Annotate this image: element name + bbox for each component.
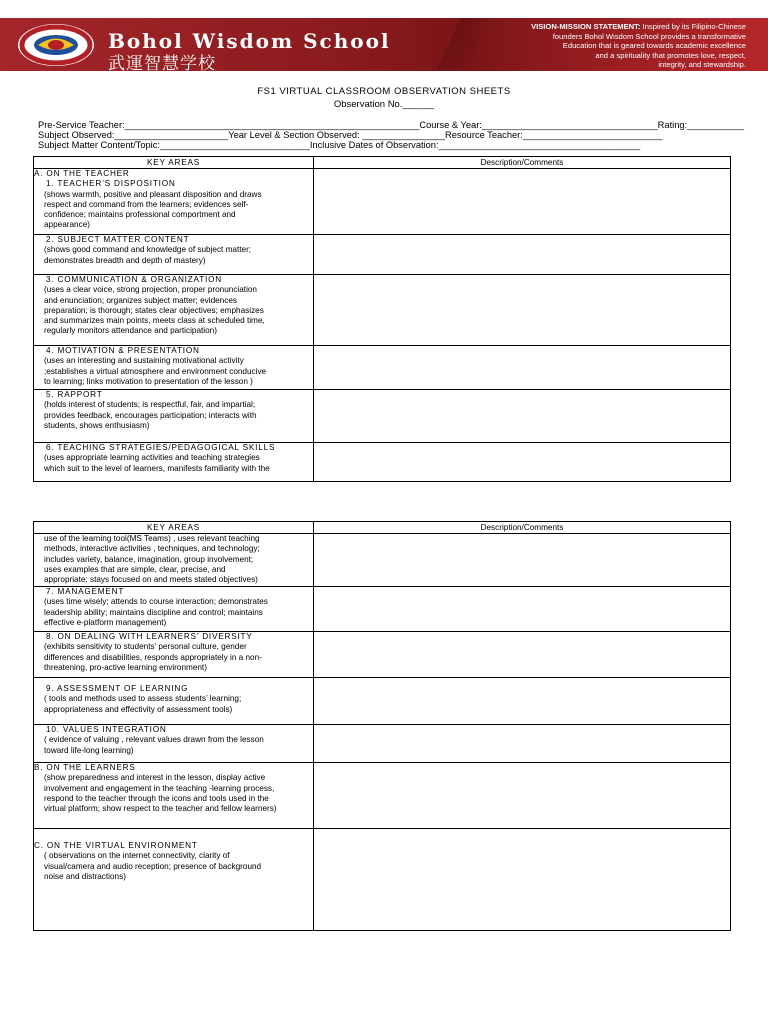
item-criteria: ( observations on the internet connectivity, clarity of [44, 851, 230, 861]
item-criteria: respond to the teacher through the icons and tools used in the [44, 793, 269, 803]
item-criteria: effective e-platform management) [44, 617, 167, 627]
observation-number: Observation No.______ [333, 99, 435, 110]
description-header: Description/Comments [314, 522, 731, 534]
item-heading: 3. COMMUNICATION & ORGANIZATION [46, 275, 222, 284]
item-criteria: ;establishes a virtual atmosphere and environment conducive [44, 366, 267, 376]
school-name: Bohol Wisdom School [108, 29, 391, 53]
item-criteria: use of the learning tool(MS Teams) , uses relevant teaching [44, 534, 260, 543]
comment-cell[interactable] [314, 632, 731, 678]
info-field-line: Subject Matter Content/Topic:_____________________________Inclusive Dates of Observation:_______________________________________ [38, 140, 641, 150]
item-criteria: includes variety, balance, imagination, group involvement; [44, 554, 254, 564]
item-criteria: visual/camera and audio reception; presence of background [44, 861, 262, 871]
key-area-cell [34, 346, 314, 390]
school-name-chinese: 武運智慧学校 [108, 54, 216, 74]
item-criteria: (uses time wisely; attends to course interaction; demonstrates [44, 597, 268, 607]
key-area-cell [34, 235, 314, 275]
key-area-cell [34, 443, 314, 482]
item-criteria: appropriateness and effectivity of assessment tools) [44, 704, 233, 714]
item-heading: 2. SUBJECT MATTER CONTENT [46, 235, 190, 244]
item-criteria: to learning; links motivation to presentation of the lesson ) [44, 376, 253, 386]
item-criteria: provides feedback, encourages participation; interacts with [44, 410, 257, 420]
comment-cell[interactable] [314, 275, 731, 346]
item-criteria: ( tools and methods used to assess students’ learning; [44, 694, 242, 704]
item-criteria: (uses an interesting and sustaining motivational activity [44, 356, 244, 366]
school-logo [16, 22, 96, 68]
vm-line: integrity, and stewardship. [658, 60, 746, 70]
key-area-cell [34, 390, 314, 443]
key-area-cell [34, 678, 314, 725]
school-banner [0, 18, 768, 74]
item-criteria: (exhibits sensitivity to students’ personal culture, gender [44, 642, 247, 652]
item-criteria: and summarizes main points, meets class at scheduled time, [44, 316, 265, 326]
vision-mission-label: VISION-MISSION STATEMENT: [531, 22, 641, 31]
item-criteria: demonstrates breadth and depth of mastery) [44, 255, 206, 265]
key-areas-header: KEY AREAS [34, 522, 314, 534]
item-criteria: ( evidence of valuing , relevant values drawn from the lesson [44, 735, 264, 745]
comment-cell[interactable] [314, 443, 731, 482]
comment-cell[interactable] [314, 587, 731, 632]
comment-cell[interactable] [314, 169, 731, 235]
key-area-cell [34, 632, 314, 678]
item-heading: 10. VALUES INTEGRATION [46, 725, 167, 734]
item-criteria: students, shows enthusiasm) [44, 420, 150, 430]
comment-cell[interactable] [314, 534, 731, 587]
item-criteria: preparation; is thorough; states clear objectives; emphasizes [44, 305, 264, 315]
vm-line: founders Bohol Wisdom School provides a transformative [552, 31, 746, 41]
item-criteria: leadership ability; maintains discipline and control; maintains [44, 607, 263, 617]
item-criteria: (uses a clear voice, strong projection, proper pronunciation [44, 285, 257, 295]
key-area-cell [34, 829, 314, 931]
observation-table-page2 [33, 521, 731, 931]
description-header: Description/Comments [314, 157, 731, 169]
vision-mission-statement [456, 22, 746, 70]
info-field-line: Subject Observed:______________________Year Level & Section Observed: ________________Resource Teacher:___________________________ [38, 130, 663, 140]
item-heading: 5. RAPPORT [46, 390, 103, 399]
comment-cell[interactable] [314, 678, 731, 725]
item-criteria: which suit to the level of learners, manifests familiarity with the [44, 463, 270, 473]
item-criteria: appropriate; stays focused on and meets stated objectives) [44, 575, 258, 585]
comment-cell[interactable] [314, 346, 731, 390]
item-criteria: involvement and engagement in the teaching -learning process, [44, 783, 275, 793]
comment-cell[interactable] [314, 235, 731, 275]
key-area-cell [34, 763, 314, 829]
comment-cell[interactable] [314, 829, 731, 931]
item-criteria: uses examples that are simple, clear, precise, and [44, 564, 226, 574]
item-criteria: appearance) [44, 220, 90, 230]
item-criteria: (holds interest of students; is respectful, fair, and impartial; [44, 400, 256, 410]
key-area-cell [34, 534, 314, 587]
info-field-line: Pre-Service Teacher:_________________________________________________________Course & Year:__________________________________Rating:___________ [38, 120, 745, 130]
comment-cell[interactable] [314, 763, 731, 829]
section-heading: C. ON THE VIRTUAL ENVIRONMENT [34, 841, 198, 850]
item-heading: 8. ON DEALING WITH LEARNERS’ DIVERSITY [46, 632, 253, 641]
item-criteria: confidence; maintains professional comportment and [44, 210, 236, 220]
key-areas-header: KEY AREAS [34, 157, 314, 169]
item-criteria: noise and distractions) [44, 871, 126, 881]
item-criteria: and enunciation; organizes subject matter; evidences [44, 295, 237, 305]
item-criteria: respect and command from the learners; evidences self- [44, 199, 249, 209]
item-criteria: threatening, pro-active learning environment) [44, 662, 207, 672]
comment-cell[interactable] [314, 725, 731, 763]
vm-line: Inspired by its Filipino-Chinese [640, 22, 746, 31]
key-area-cell [34, 169, 314, 235]
key-area-cell [34, 725, 314, 763]
vm-line: Education that is geared towards academic excellence [562, 41, 746, 51]
item-heading: 1. TEACHER’S DISPOSITION [46, 179, 176, 189]
item-criteria: toward life-long learning) [44, 745, 134, 755]
item-heading: 4. MOTIVATION & PRESENTATION [46, 346, 200, 355]
key-area-cell [34, 275, 314, 346]
item-heading: 7. MANAGEMENT [46, 587, 125, 596]
item-criteria: (shows good command and knowledge of subject matter; [44, 245, 252, 255]
item-criteria: virtual platform; show respect to the teacher and fellow learners) [44, 804, 277, 814]
item-criteria: differences and disabilities, responds appropriately in a non- [44, 652, 262, 662]
observation-table-page1 [33, 156, 731, 482]
section-heading: B. ON THE LEARNERS [34, 763, 136, 772]
document-title: FS1 VIRTUAL CLASSROOM OBSERVATION SHEETS [257, 86, 511, 97]
vm-line: and a spirituality that promotes love, respect, [595, 50, 746, 60]
section-heading: A. ON THE TEACHER [34, 169, 130, 178]
item-criteria: regularly monitors attendance and participation) [44, 326, 217, 336]
item-criteria: methods, interactive activities , techniques, and technology; [44, 544, 260, 554]
item-heading: 9. ASSESSMENT OF LEARNING [46, 684, 189, 693]
item-criteria: (show preparedness and interest in the lesson, display active [44, 773, 266, 783]
comment-cell[interactable] [314, 390, 731, 443]
key-area-cell [34, 587, 314, 632]
item-heading: 6. TEACHING STRATEGIES/PEDAGOGICAL SKILLS [46, 443, 276, 452]
item-criteria: (shows warmth, positive and pleasant disposition and draws [44, 189, 262, 199]
item-criteria: (uses appropriate learning activities and teaching strategies [44, 453, 260, 463]
